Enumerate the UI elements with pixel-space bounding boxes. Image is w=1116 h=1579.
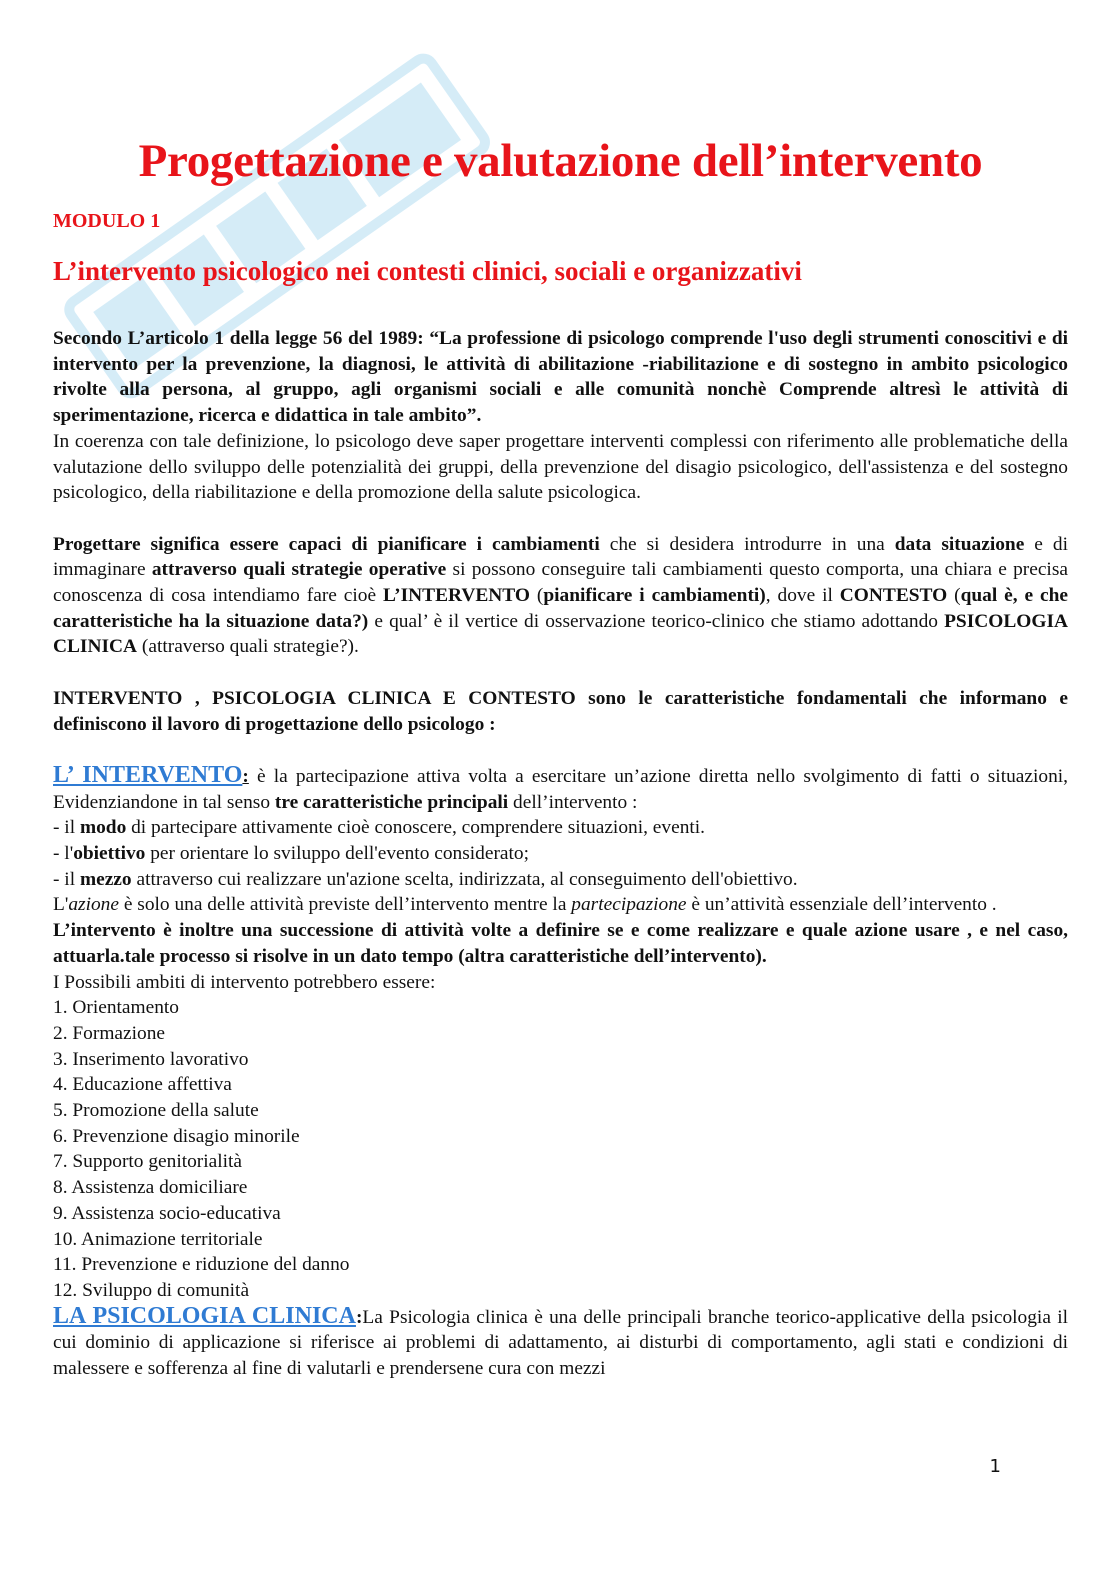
text-segment: - il	[53, 868, 80, 890]
intervento-heading: L’ INTERVENTO	[53, 761, 243, 788]
text-segment: tre caratteristiche principali	[274, 791, 509, 813]
text-segment: pianificare i cambiamenti	[377, 533, 600, 555]
progettare-paragraph	[53, 532, 1068, 661]
module-label: MODULO 1	[53, 210, 161, 232]
coherence-paragraph: In coerenza con tale definizione, lo psicologo deve saper progettare interventi complessi con riferimento alle problematiche della valutazione dello sviluppo delle potenzialità dei gruppi, della prevenzione del disagio psicologico, dell'assistenza e del sostegno psicologico, della riabilitazione e della promozione della salute psicologica.	[53, 430, 1068, 504]
list-item: 6. Prevenzione disagio minorile	[53, 1125, 300, 1147]
intervento-paragraph	[53, 763, 1068, 815]
text-segment: è un’attività essenziale dell’intervento .	[686, 894, 997, 916]
list-item: 11. Prevenzione e riduzione del danno	[53, 1254, 350, 1276]
list-item: 12. Sviluppo di comunità	[53, 1279, 250, 1301]
law-quote-paragraph: Secondo L’articolo 1 della legge 56 del 1989: “La professione di psicologo comprende l'uso degli strumenti conoscitivi e di intervento per la prevenzione, la diagnosi, le attività di abilitazione -riabilitazione e di sostegno in ambito psicologico rivolte alla persona, al gruppo, agli organismi sociali e alle comunità nonchè Comprende altresì le attività di sperimentazione, ricerca e didattica in tale ambito”.	[53, 328, 1068, 427]
text-segment: (attraverso quali strategie?).	[137, 636, 359, 658]
text-segment: CONTESTO	[839, 585, 948, 607]
successione-paragraph: L’intervento è inoltre una successione di attività volte a definire se e come realizzare e quale azione usare , e nel caso, attuarla.tale processo si risolve in un dato tempo (altra caratteristiche dell’intervento).	[53, 920, 1068, 967]
text-segment: e qual’ è il vertice di osservazione teorico-clinico che stiamo adottando	[368, 610, 945, 632]
list-item: 1. Orientamento	[53, 997, 180, 1019]
page-number: 1	[989, 1456, 1001, 1477]
list-item: 7. Supporto genitorialità	[53, 1151, 243, 1173]
list-item	[53, 841, 1068, 867]
text-segment: (	[947, 585, 961, 607]
text-segment: modo	[79, 817, 127, 839]
list-item: 2. Formazione	[53, 1022, 166, 1044]
psicologia-clinica-heading: LA PSICOLOGIA CLINICA	[53, 1302, 356, 1329]
list-item: 4. Educazione affettiva	[53, 1074, 232, 1096]
list-item: 10. Animazione territoriale	[53, 1228, 263, 1250]
text-segment: attraverso cui realizzare un'azione scelta, indirizzata, al conseguimento dell'obiettivo.	[131, 868, 798, 890]
list-item: 9. Assistenza socio-educativa	[53, 1202, 281, 1224]
text-segment: - l'	[53, 843, 74, 865]
document-page	[53, 128, 1068, 1382]
text-segment: mezzo	[79, 868, 132, 890]
text-segment: partecipazione	[571, 894, 687, 916]
text-segment: qual è, e che caratteristiche ha la situazione data?)	[53, 585, 1069, 632]
text-segment: (	[529, 585, 544, 607]
section-subtitle: L’intervento psicologico nei contesti clinici, sociali e organizzativi	[53, 256, 802, 286]
list-item: 8. Assistenza domiciliare	[53, 1177, 248, 1199]
text-segment: Progettare significa essere capaci di	[53, 533, 378, 555]
psicologia-clinica-paragraph	[53, 1304, 1068, 1382]
text-segment: - il	[53, 817, 80, 839]
text-segment: che si desidera introdurre in una	[599, 533, 895, 555]
text-segment: e di immaginare	[53, 533, 1068, 581]
text-segment: per orientare lo sviluppo dell'evento considerato;	[145, 843, 530, 865]
fundamentals-paragraph: INTERVENTO , PSICOLOGIA CLINICA E CONTESTO sono le caratteristiche fondamentali che informano e definiscono il lavoro di progettazione dello psicologo :	[53, 687, 1068, 735]
ambiti-intro: I Possibili ambiti di intervento potrebbero essere:	[53, 971, 436, 993]
azione-paragraph	[53, 892, 1068, 918]
text-segment: è la partecipazione attiva volta a esercitare un’azione diretta nello svolgimento di fatti o situazioni, Evidenziandone in tal senso	[53, 765, 1068, 813]
text-segment: L'	[53, 894, 69, 916]
text-segment: data situazione	[894, 533, 1025, 555]
text-segment: pianificare i cambiamenti)	[543, 585, 766, 607]
text-segment: PSICOLOGIA CLINICA	[53, 610, 1068, 658]
list-item: 3. Inserimento lavorativo	[53, 1048, 249, 1070]
text-segment: si possono conseguire tali cambiamenti questo comporta, una chiara e precisa conoscenza di cosa intendiamo fare cioè	[53, 559, 1068, 607]
text-segment: La Psicologia clinica è una delle principali branche teorico-applicative della psicologia il cui dominio di applicazione si riferisce ai problemi di adattamento, ai disturbi di comportamento, agli stati e condizioni di malessere e sofferenza al fine di valutarli e prendersene cura con mezzi	[53, 1306, 1068, 1380]
text-segment: L’INTERVENTO	[383, 585, 530, 607]
ambiti-list	[53, 995, 1068, 1303]
heading-colon: :	[242, 765, 249, 787]
list-item: 5. Promozione della salute	[53, 1100, 259, 1122]
heading-colon: :	[355, 1306, 363, 1328]
text-segment: è solo una delle attività previste dell’intervento mentre la	[118, 894, 572, 916]
list-item	[53, 815, 1068, 841]
text-segment: azione	[68, 894, 119, 916]
text-segment: , dove il	[765, 585, 840, 607]
text-segment: attraverso quali strategie operative	[151, 559, 447, 581]
text-segment: dell’intervento :	[508, 791, 638, 813]
text-segment: obiettivo	[73, 843, 146, 865]
text-segment: di partecipare attivamente cioè conoscere, comprendere situazioni, eventi.	[126, 817, 706, 839]
document-title: Progettazione e valutazione dell’intervento	[138, 135, 983, 187]
list-item	[53, 867, 1068, 893]
